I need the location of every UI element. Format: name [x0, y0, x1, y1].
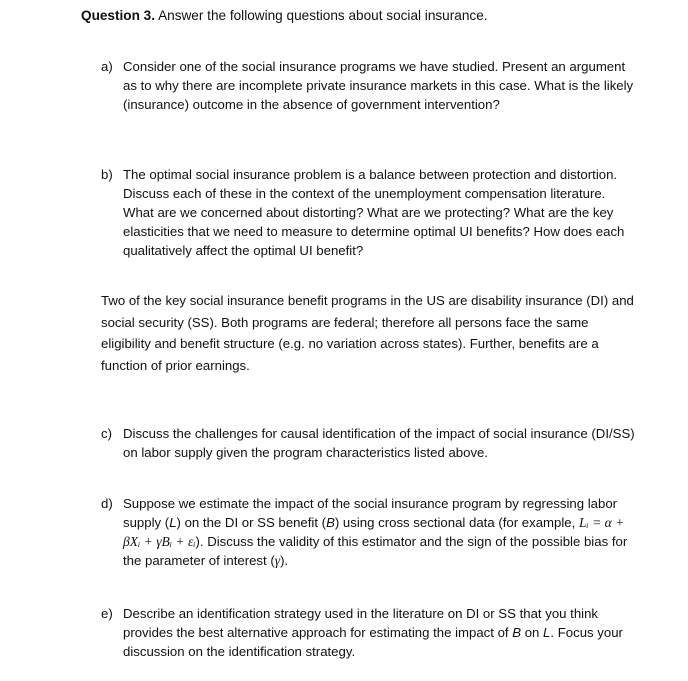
item-e-text-part2: on: [521, 625, 544, 640]
question-item-c: [101, 424, 641, 462]
question-item-a: [101, 57, 641, 114]
item-text-c: Discuss the challenges for causal identification of the impact of social insurance (DI/SS) on labor supply given the program characteristics listed above.: [123, 426, 635, 460]
item-e-text-part3: . Focus your discussion on the identification strategy.: [123, 625, 623, 659]
item-d-text-part3: ) using cross sectional data (for example,: [334, 515, 576, 530]
item-marker-b: b): [101, 167, 113, 182]
item-d-text-part4: ). Discuss the validity of this estimator and the sign of the possible bias for the parameter of interest (: [123, 534, 628, 568]
item-text-d: [123, 494, 635, 570]
item-e-var-l: L: [543, 625, 551, 640]
item-text-b: The optimal social insurance problem is a balance between protection and distortion. Discuss each of these in the context of the unemployment compensation literature. What are we concerned about distorting? What are we protecting? What are the key elasticities that we need to measure to determine optimal UI benefits? How does each qualitatively affect the optimal UI benefit?: [123, 167, 625, 258]
item-e-var-b: B: [512, 625, 522, 640]
item-text-a: Consider one of the social insurance programs we have studied. Present an argument as to why there are incomplete private insurance markets in this case. What is the likely (insurance) outcome in the absence of government intervention?: [123, 59, 634, 112]
question-instruction: Answer the following questions about social insurance.: [158, 8, 488, 23]
parameter-gamma: γ: [274, 553, 281, 568]
regression-equation: Lᵢ = α + βXᵢ + γBᵢ + εᵢ: [123, 515, 625, 549]
item-d-var-b: B: [326, 515, 335, 530]
question-label: Question 3.: [81, 8, 156, 23]
item-d-var-l: L: [169, 515, 177, 530]
item-marker-e: e): [101, 606, 113, 621]
item-d-text-part5: ).: [280, 553, 289, 568]
item-e-text-part1: Describe an identification strategy used in the literature on DI or SS that you think provides the best alternative approach for estimating the impact of: [123, 606, 599, 640]
question-item-e: [101, 604, 641, 661]
item-marker-a: a): [101, 59, 113, 74]
question-item-b: [101, 165, 641, 260]
item-text-e: [123, 604, 635, 661]
item-d-text-part2: ) on the DI or SS benefit (: [176, 515, 327, 530]
question-item-d: [101, 494, 641, 570]
question-heading: [81, 6, 488, 25]
item-d-text-part1: Suppose we estimate the impact of the social insurance program by regressing labor supply (: [123, 496, 618, 530]
context-paragraph: Two of the key social insurance benefit programs in the US are disability insurance (DI) and social security (SS). Both programs are federal; therefore all persons face the same eligibility and benefit structure (e.g. no variation across states). Further, benefits are a function of prior earnings.: [101, 293, 634, 373]
item-marker-c: c): [101, 426, 112, 441]
item-marker-d: d): [101, 496, 113, 511]
